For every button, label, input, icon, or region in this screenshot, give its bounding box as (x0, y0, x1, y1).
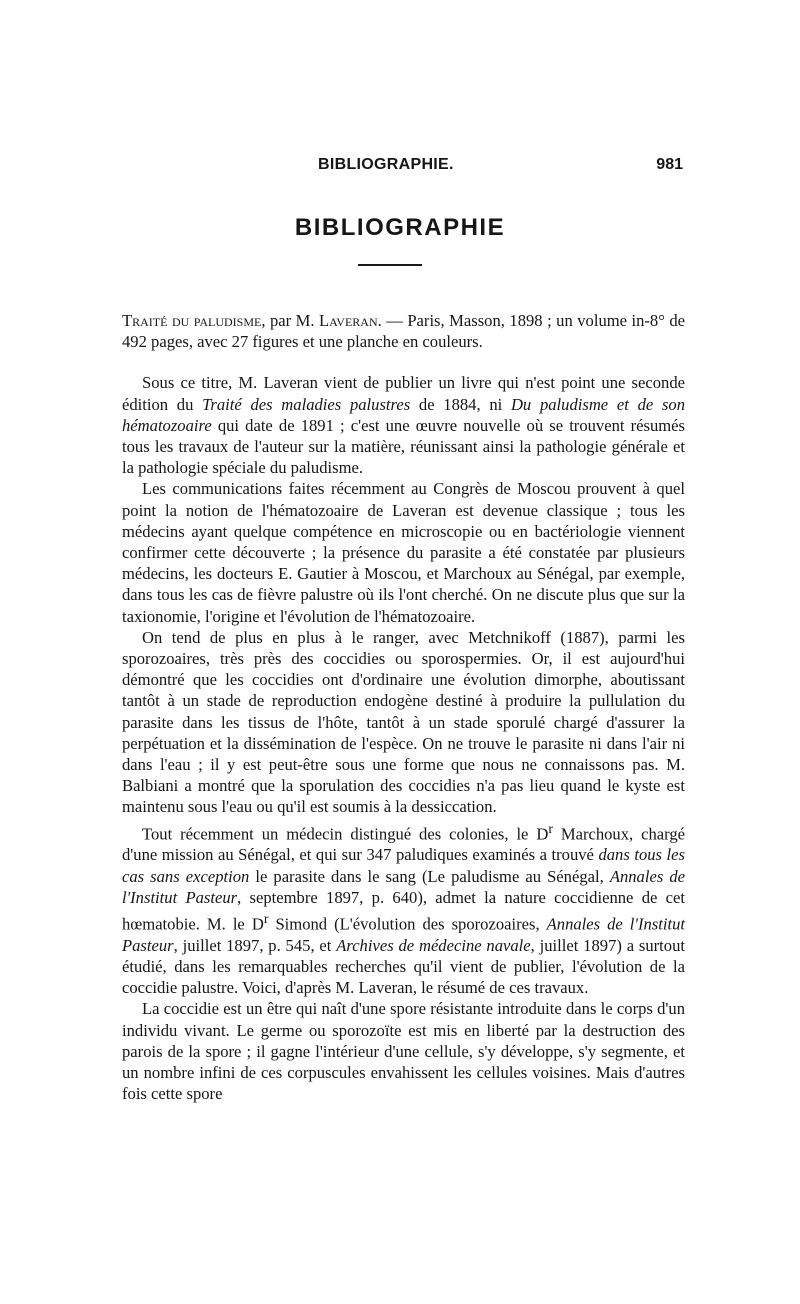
paragraph-text: , septembre 1897, p. 640), admet la nature coccidienne de cet hœmatobie. M. le D (122, 887, 685, 934)
page-number: 981 (656, 156, 683, 173)
italic-title: Archives de médecine navale (336, 935, 531, 955)
paragraph-text: le parasite dans le sang (Le paludisme au Sénégal, (249, 866, 610, 886)
article-body (122, 310, 685, 1104)
paragraph-3: On tend de plus en plus à le ranger, avec Metchnikoff (1887), parmi les sporozoaires, très près des coccidies ou sporospermies. Or, il est aujourd'hui démontré que les coccidies ont d'ordinaire une évolution dimorphe, aboutissant tantôt à un stade de reproduction endogène destiné à produire la pullulation du parasite dans les tissus de l'hôte, tantôt à un stade sporulé chargé d'assurer la perpétuation et la dissémination de l'espèce. On ne trouve le parasite ni dans l'air ni dans l'eau ; il y est peut-être sous une forme que nous ne connaissons pas. M. Balbiani a montré que la sporulation des coccidies n'a pas lieu quand le kyste est maintenu sous l'eau ou qu'il est soumis à la dessiccation. (122, 627, 685, 817)
running-head (122, 156, 685, 180)
italic-title: Du paludisme et de son hématozoaire (122, 394, 685, 435)
title-rule (358, 264, 422, 266)
entry-title: Traité du paludisme, (122, 311, 266, 330)
entry-details: . — Paris, Masson, 1898 ; un volume in-8° de 492 pages, avec 27 figures et une planche en couleurs. (122, 311, 686, 352)
paragraph-1 (122, 372, 685, 478)
spacer (122, 352, 685, 372)
section-title: BIBLIOGRAPHIE (294, 214, 506, 241)
entry-author-prefix: par M. (265, 311, 320, 330)
paragraph-text: qui date de 1891 ; c'est une œuvre nouvelle où se trouvent résumés tous les travaux de l'auteur sur la matière, réunissant ainsi la pathologie générale et la pathologie spéciale du paludisme. (122, 415, 685, 478)
italic-emphasis: dans tous les cas sans exception (122, 845, 685, 886)
paragraph-text: Tout récemment un médecin distingué des colonies, le D (142, 824, 549, 844)
paragraph-5: La coccidie est un être qui naît d'une spore résistante introduite dans le corps d'un individu vivant. Le germe ou sporozoïte est mis en liberté par la destruction des parois de la spore ; il gagne l'intérieur d'une cellule, s'y développe, s'y segmente, et un nombre infini de ces corpuscules envahissent les cellules voisines. Mais d'autres fois cette spore (122, 999, 685, 1104)
italic-title: Annales de l'Institut Pasteur (122, 866, 685, 907)
paragraph-text: , juillet 1897) a surtout étudié, dans les remarquables recherches qu'il vient de publier, l'évolution de la coccidie palustre. Voici, d'après M. Laveran, le résumé de ces travaux. (122, 935, 685, 998)
superscript: r (263, 911, 269, 927)
paragraph-2: Les communications faites récemment au Congrès de Moscou prouvent à quel point la notion de l'hématozoaire de Laveran est devenue classique ; tous les médecins ayant quelque compétence en microscopie ou en bactériologie viennent confirmer cette découverte ; la présence du parasite a été constatée par plusieurs médecins, les docteurs E. Gautier à Moscou, et Marchoux au Sénégal, par exemple, dans tous les cas de fièvre palustre où ils l'ont cherché. On ne discute plus que sur la taxionomie, l'origine et l'évolution de l'hématozoaire. (122, 479, 685, 626)
bibliographic-entry (122, 310, 685, 352)
paragraph-4 (122, 818, 685, 999)
superscript: r (548, 820, 553, 836)
paragraph-text: Sous ce titre, M. Laveran vient de publier un livre qui n'est point une seconde édition du (122, 373, 685, 414)
italic-title: Annales de l'Institut Pasteur (122, 914, 685, 955)
paragraph-text: Simond (L'évolution des sporozoaires, (268, 914, 547, 934)
paragraph-text: Marchoux, chargé d'une mission au Sénégal, et qui sur 347 paludiques examinés a trouvé (122, 824, 685, 865)
paragraph-text: , juillet 1897, p. 545, et (173, 935, 337, 955)
running-head-title: BIBLIOGRAPHIE. (318, 156, 454, 173)
italic-title: Traité des maladies palustres (202, 394, 411, 414)
entry-author: Laveran (319, 311, 378, 330)
paragraph-text: de 1884, ni (410, 394, 511, 414)
